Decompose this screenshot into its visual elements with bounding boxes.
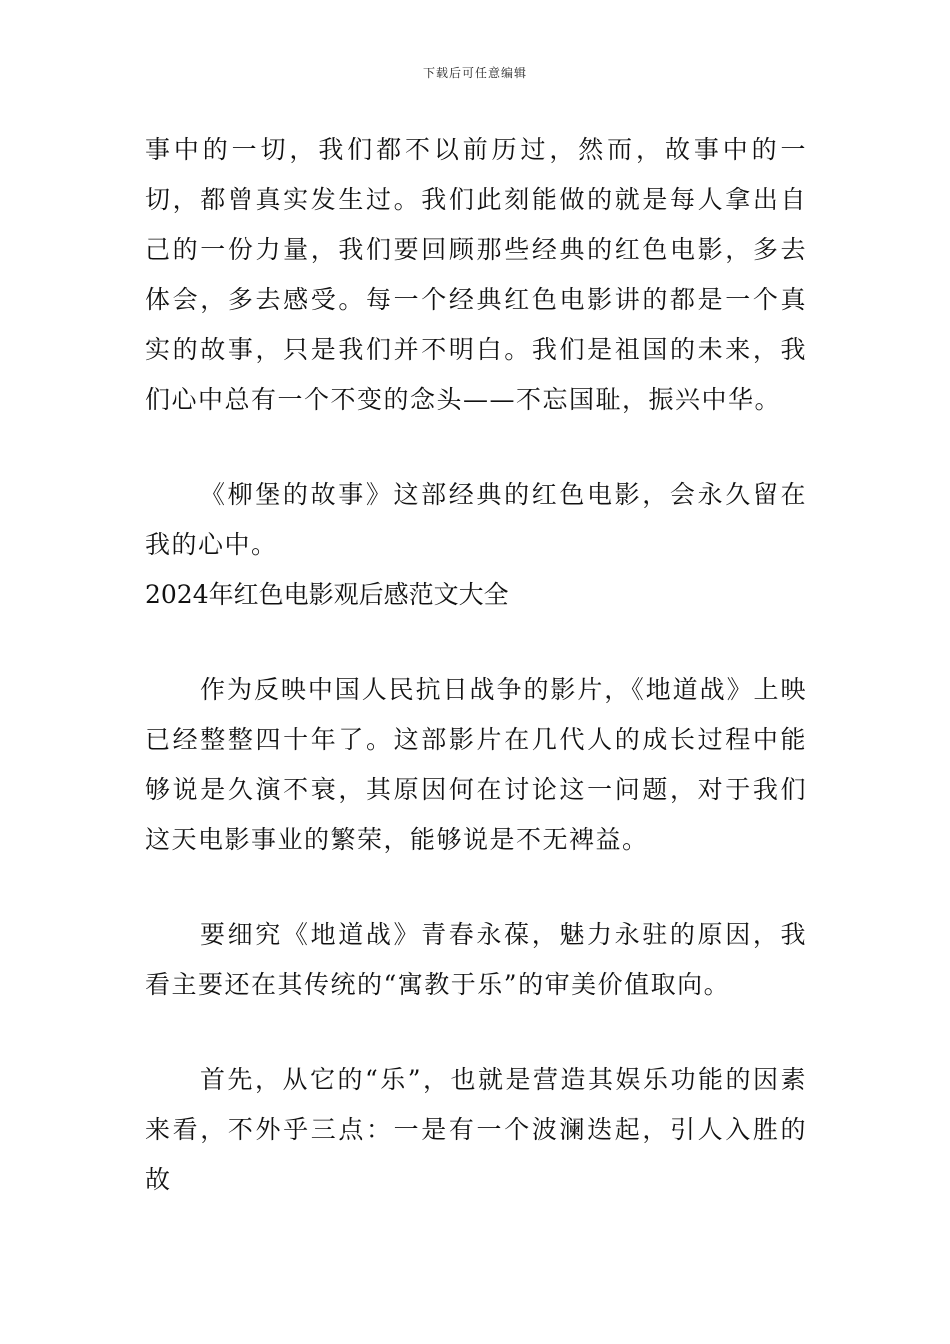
header-note: 下载后可任意编辑 (422, 66, 527, 80)
paragraph-entertainment: 首先，从它的“乐”，也就是营造其娱乐功能的因素来看，不外乎三点：一是有一个波澜迭起，引人入胜的故 (145, 1065, 807, 1194)
paragraph-continuation: 事中的一切，我们都不以前历过，然而，故事中的一切，都曾真实发生过。我们此刻能做的就是每人拿出自己的一份力量，我们要回顾那些经典的红色电影，多去体会，多去感受。每一个经典红色电影讲的都是一个真实的故事，只是我们并不明白。我们是祖国的未来，我们心中总有一个不变的念头——不忘国耻，振兴中华。 (145, 135, 807, 414)
document-body (145, 125, 807, 1205)
paragraph-didaozhan-reason: 要细究《地道战》青春永葆，魅力永驻的原因，我看主要还在其传统的“寓教于乐”的审美价值取向。 (145, 920, 807, 999)
paragraph-didaozhan-intro: 作为反映中国人民抗日战争的影片，《地道战》上映已经整整四十年了。这部影片在几代人的成长过程中能够说是久演不衰，其原因何在讨论这一问题，对于我们这天电影事业的繁荣，能够说是不无裨益。 (145, 675, 807, 854)
section-heading: 2024年红色电影观后感范文大全 (145, 580, 509, 609)
paragraph-liubao: 《柳堡的故事》这部经典的红色电影，会永久留在我的心中。 (145, 480, 807, 559)
